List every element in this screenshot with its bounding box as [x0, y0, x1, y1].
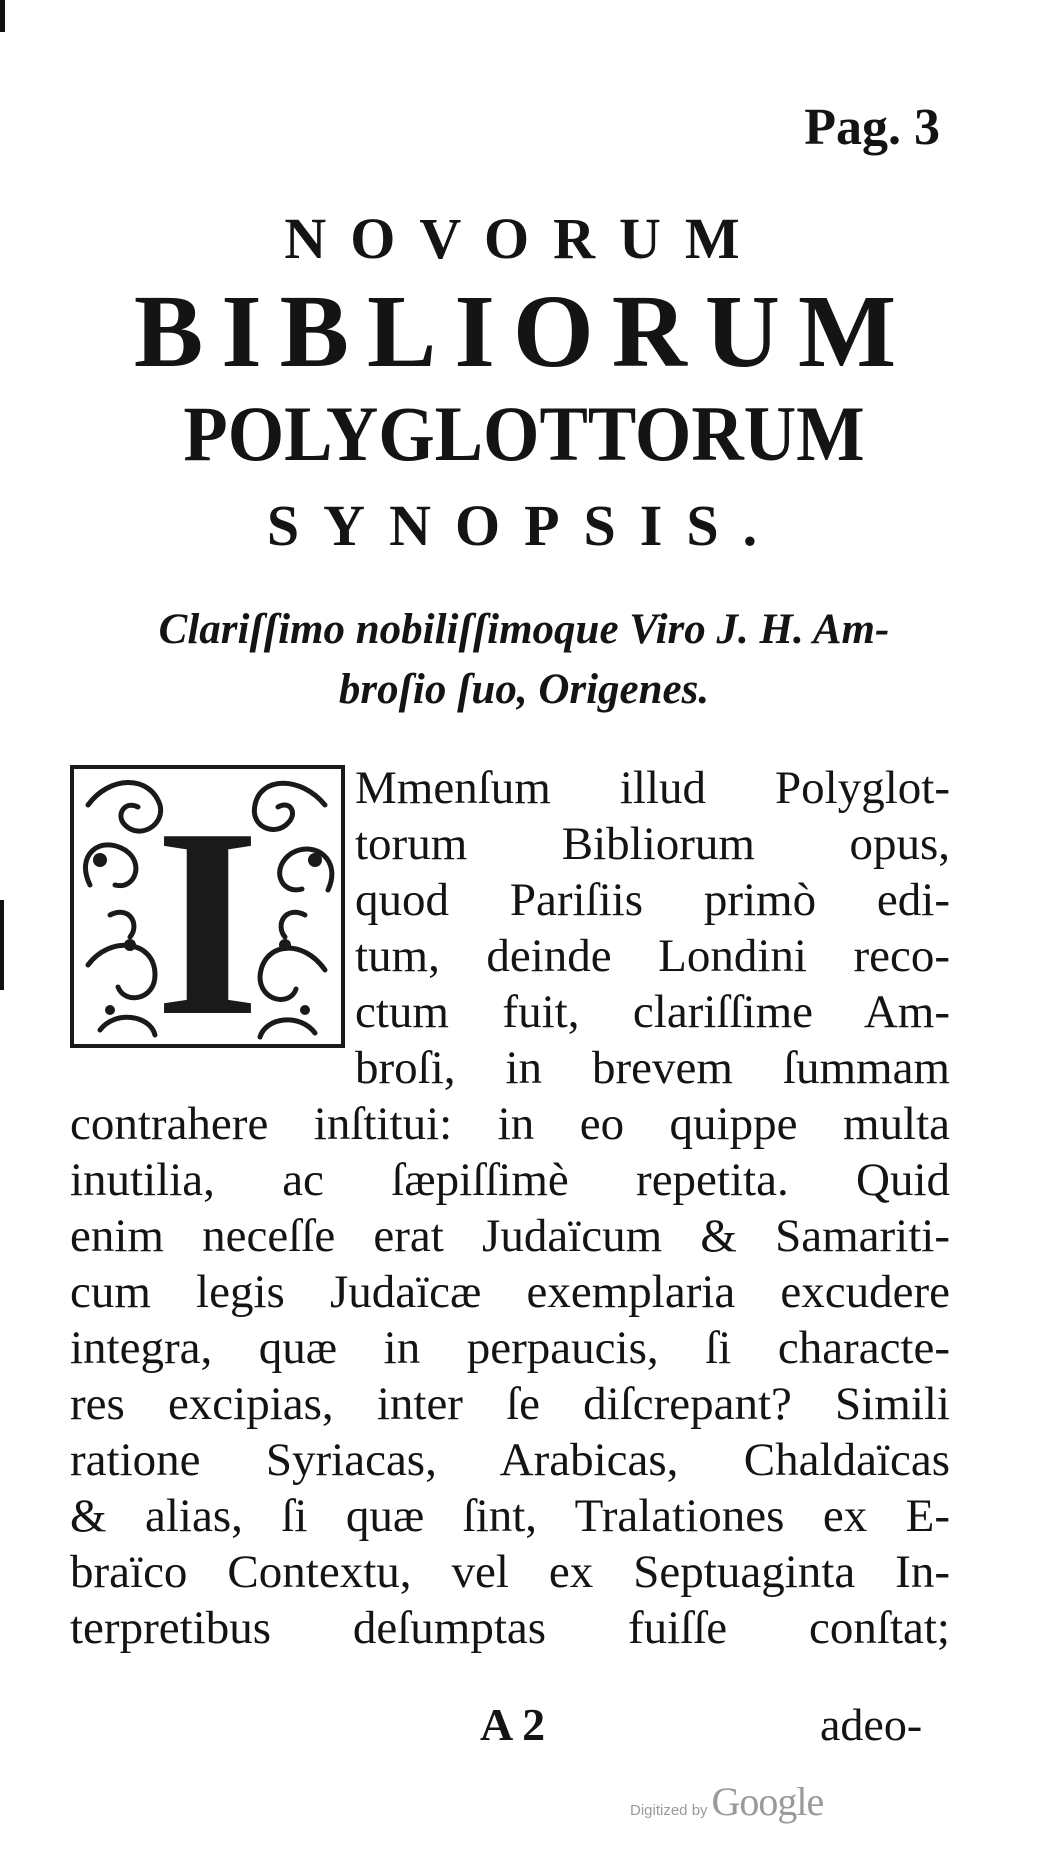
text-line: cum legis Judaïcæ exemplaria excudere	[70, 1266, 950, 1318]
text-line: braïco Contextu, vel ex Septuaginta In-	[70, 1546, 950, 1598]
dedication	[60, 600, 988, 720]
signature-mark: A 2	[480, 1699, 546, 1750]
watermark-prefix: Digitized by	[630, 1802, 708, 1819]
text-line: res excipias, inter ſe diſcrepant? Simili	[70, 1378, 950, 1430]
text-line: Mmenſum illud Polyglot-	[355, 762, 950, 814]
text-line: tum, deinde Londini reco-	[355, 930, 950, 982]
text-line: broſi, in brevem ſummam	[355, 1042, 950, 1094]
page-edge-mark	[0, 900, 4, 990]
text-line: contrahere inſtitui: in eo quippe multa	[70, 1098, 950, 1150]
watermark-brand: Google	[711, 1779, 824, 1824]
page-edge-mark	[0, 0, 5, 32]
text-line: inutilia, ac ſæpiſſimè repetita. Quid	[70, 1154, 950, 1206]
title-line-4: SYNOPSIS.	[266, 493, 782, 558]
text-line: ratione Syriacas, Arabicas, Chaldaïcas	[70, 1434, 950, 1486]
text-line: ctum fuit, clariſſime Am-	[355, 986, 950, 1038]
title-line-3: POLYGLOTTORUM	[183, 390, 865, 477]
initial-letter: I	[154, 773, 261, 1048]
text-line: enim neceſſe erat Judaïcum & Samariti-	[70, 1210, 950, 1262]
text-line: quod Pariſiis primò edi-	[355, 874, 950, 926]
decorated-initial	[70, 765, 345, 1048]
text-line: integra, quæ in perpaucis, ſi characte-	[70, 1322, 950, 1374]
title-line-1: NOVORUM	[284, 206, 764, 271]
digitization-watermark	[630, 1778, 823, 1825]
dedication-line-2: broſio ſuo, Origenes.	[338, 666, 710, 713]
page-number: Pag. 3	[804, 99, 940, 156]
text-line: & alias, ſi quæ ſint, Tralationes ex E-	[70, 1490, 950, 1542]
title-line-2: BIBLIORUM	[133, 274, 915, 389]
text-line: terpretibus deſumptas fuiſſe conſtat;	[70, 1602, 950, 1654]
dedication-line-1: Clariſſimo nobiliſſimoque Viro J. H. Am-	[158, 606, 890, 653]
text-line: torum Bibliorum opus,	[355, 818, 950, 870]
catchword: adeo-	[820, 1699, 923, 1750]
